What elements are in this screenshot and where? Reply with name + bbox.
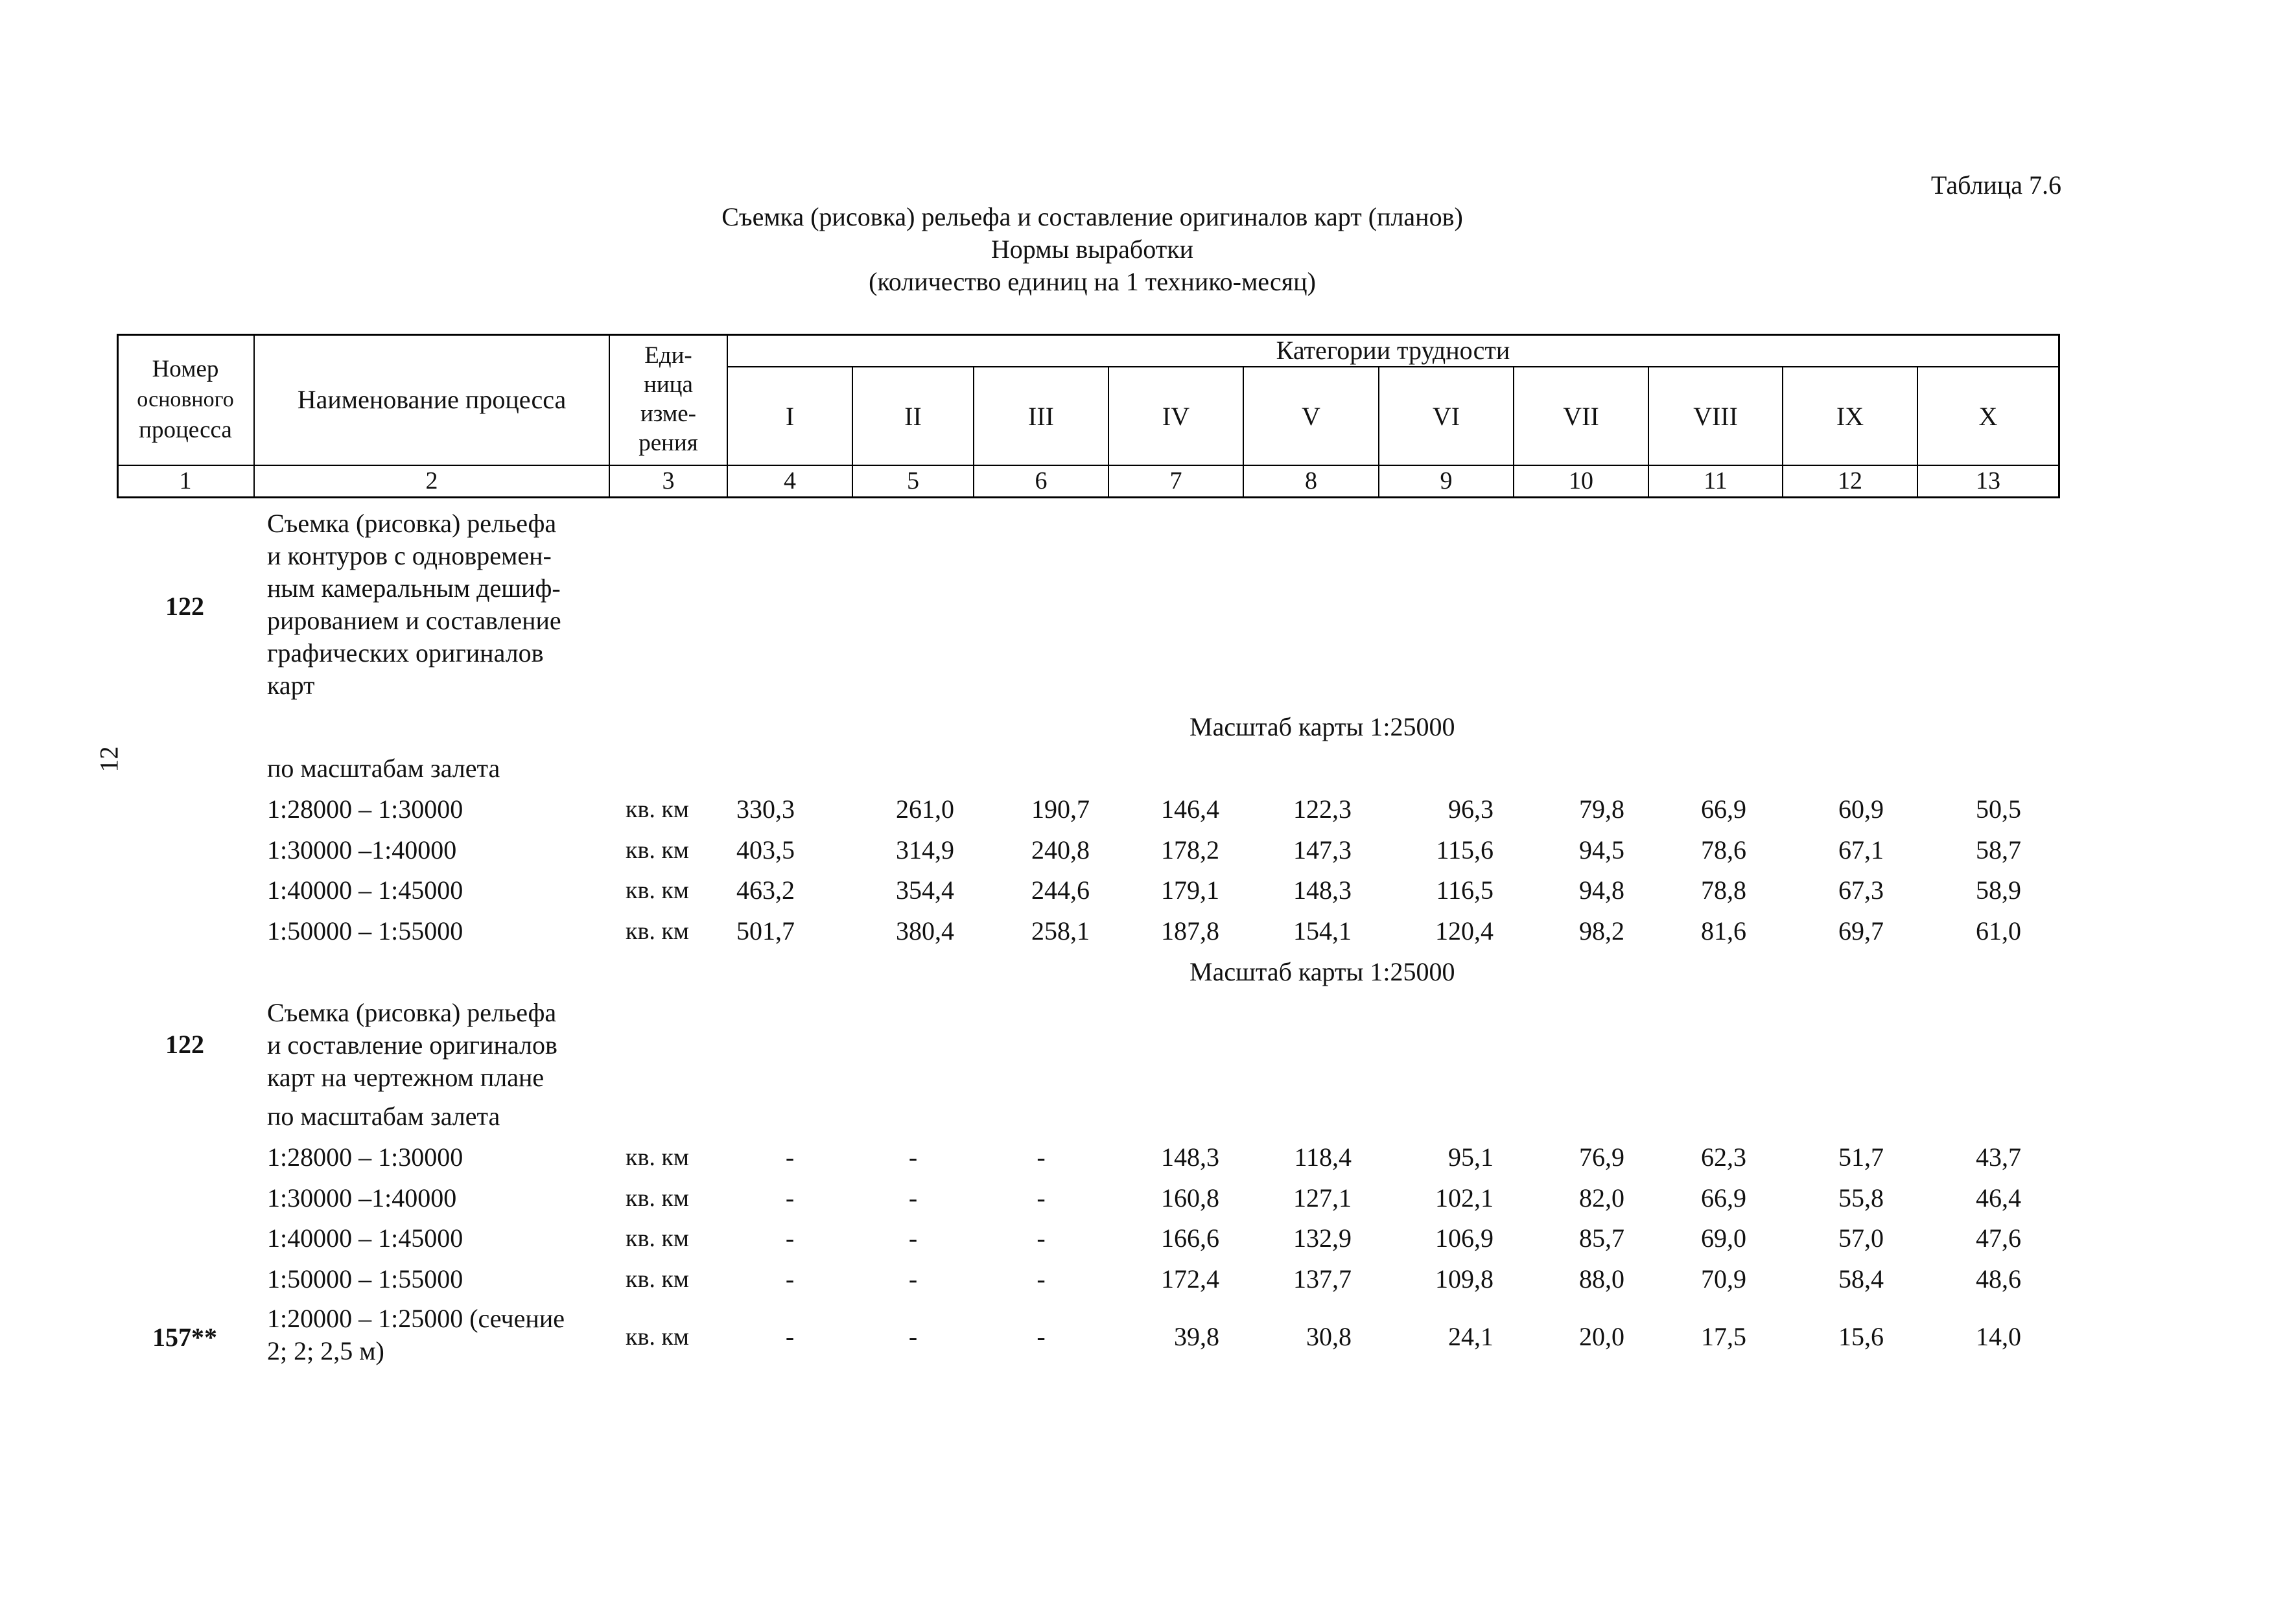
section1-name-line: и контуров с одновремен- (267, 541, 552, 570)
section3-value-cat-5: 30,8 (1306, 1322, 1352, 1351)
section2-value-cat-1: - (785, 1143, 795, 1172)
section1-value-cat-3: 240,8 (1031, 835, 1090, 864)
section2-value-cat-7: 76,9 (1579, 1143, 1624, 1172)
table-label: Таблица 7.6 (1930, 170, 2061, 200)
section2-scale-heading: Масштаб карты 1:25000 (1189, 957, 1455, 986)
section2-value-cat-4: 148,3 (1161, 1143, 1219, 1172)
header-process-number (117, 334, 254, 465)
table-header (117, 334, 2060, 498)
section1-value-cat-10: 58,7 (1976, 835, 2021, 864)
section1-value-cat-3: 190,7 (1031, 795, 1090, 824)
table-row (0, 789, 2285, 829)
section1-unit: кв. км (626, 877, 689, 904)
section1-value-cat-2: 314,9 (896, 835, 954, 864)
header-col-number-3: 3 (662, 467, 675, 494)
section3-unit: кв. км (626, 1323, 689, 1351)
section1-name-line: ным камеральным дешиф- (267, 574, 561, 603)
section1-value-cat-1: 463,2 (736, 876, 795, 905)
section1-value-cat-6: 120,4 (1435, 916, 1494, 945)
section1-value-cat-1: 403,5 (736, 835, 795, 864)
header-col-number-4: 4 (784, 467, 796, 494)
section1-value-cat-6: 115,6 (1436, 835, 1494, 864)
section2-value-cat-3: - (1037, 1264, 1046, 1293)
table-row (0, 1218, 2285, 1259)
section1-value-cat-8: 78,8 (1701, 876, 1746, 905)
header-col-number-13: 13 (1976, 467, 2000, 494)
section2-subheading: по масштабам залета (267, 1102, 500, 1131)
section1-value-cat-8: 66,9 (1701, 795, 1746, 824)
section1-process-number: 122 (165, 592, 204, 621)
section2-value-cat-7: 82,0 (1579, 1183, 1624, 1212)
section1-value-cat-5: 147,3 (1293, 835, 1352, 864)
header-col1-line3: процесса (139, 416, 232, 443)
section2-unit: кв. км (626, 1184, 689, 1212)
section2-value-cat-2: - (908, 1183, 918, 1212)
section1-value-cat-8: 81,6 (1701, 916, 1746, 945)
section2-value-cat-8: 69,0 (1701, 1224, 1746, 1253)
section1-value-cat-7: 94,5 (1579, 835, 1624, 864)
header-category-6: VI (1432, 401, 1460, 431)
title-line-1: Съемка (рисовка) рельефа и составление оригиналов карт (планов) (721, 202, 1463, 231)
header-col1-line1: Номер (152, 355, 219, 382)
table-row (0, 1259, 2285, 1299)
section2-value-cat-10: 47,6 (1976, 1224, 2021, 1253)
table-row (0, 1178, 2285, 1218)
section3-value-cat-9: 15,6 (1838, 1322, 1884, 1351)
header-category-3: III (1028, 401, 1054, 431)
section2-value-cat-10: 46,4 (1976, 1183, 2021, 1212)
section2-value-cat-5: 137,7 (1293, 1264, 1352, 1293)
section1-value-cat-7: 79,8 (1579, 795, 1624, 824)
section2-scale-range: 1:30000 –1:40000 (267, 1183, 457, 1212)
section2-value-cat-6: 95,1 (1448, 1143, 1494, 1172)
section2-value-cat-2: - (908, 1264, 918, 1293)
section2-value-cat-5: 127,1 (1293, 1183, 1352, 1212)
section2-value-cat-2: - (908, 1143, 918, 1172)
section2-scale-range: 1:40000 – 1:45000 (267, 1224, 463, 1253)
section1-value-cat-2: 261,0 (896, 795, 954, 824)
section2-value-cat-1: - (785, 1224, 795, 1253)
header-process-name: Наименование процесса (297, 384, 567, 414)
header-col3-line2: ница (644, 371, 693, 398)
section3-value-cat-3: - (1037, 1322, 1046, 1351)
section1-scale-range: 1:40000 – 1:45000 (267, 876, 463, 905)
section1-value-cat-8: 78,6 (1701, 835, 1746, 864)
header-col-number-11: 11 (1704, 467, 1728, 494)
header-col-number-7: 7 (1169, 467, 1182, 494)
section2-process-number: 122 (165, 1030, 204, 1059)
section1-unit: кв. км (626, 796, 689, 823)
section2-value-cat-6: 106,9 (1435, 1224, 1494, 1253)
header-category-5: V (1302, 401, 1320, 431)
section1-value-cat-5: 154,1 (1293, 916, 1352, 945)
section3-value-cat-6: 24,1 (1448, 1322, 1494, 1351)
section3-process-number: 157** (152, 1323, 217, 1352)
section2-value-cat-9: 57,0 (1838, 1224, 1884, 1253)
section3-name-line: 2; 2; 2,5 м) (267, 1336, 384, 1365)
header-col-number-2: 2 (425, 467, 438, 494)
section2-value-cat-5: 132,9 (1293, 1224, 1352, 1253)
table-row (0, 1317, 2285, 1357)
section2-value-cat-9: 51,7 (1838, 1143, 1884, 1172)
section1-scale-heading: Масштаб карты 1:25000 (1189, 712, 1455, 741)
section2-name-line: Съемка (рисовка) рельефа (267, 998, 557, 1027)
header-category-1: I (785, 401, 795, 431)
section2-value-cat-2: - (908, 1224, 918, 1253)
section1-value-cat-9: 60,9 (1838, 795, 1884, 824)
section2-value-cat-4: 166,6 (1161, 1224, 1219, 1253)
section1-value-cat-5: 122,3 (1293, 795, 1352, 824)
header-category-4: IV (1162, 401, 1190, 431)
section2-value-cat-10: 48,6 (1976, 1264, 2021, 1293)
section2-value-cat-7: 85,7 (1579, 1224, 1624, 1253)
header-col-number-6: 6 (1035, 467, 1048, 494)
header-col-number-8: 8 (1305, 467, 1317, 494)
section1-unit: кв. км (626, 836, 689, 864)
section2-unit: кв. км (626, 1144, 689, 1171)
section1-value-cat-3: 244,6 (1031, 876, 1090, 905)
section3-value-cat-2: - (908, 1322, 918, 1351)
title-line-3: (количество единиц на 1 технико-месяц) (869, 267, 1316, 296)
table-row (0, 1137, 2285, 1177)
table-title (0, 201, 2185, 298)
header-col3-line1: Еди- (644, 342, 692, 369)
header-category-9: IX (1836, 401, 1864, 431)
section2-value-cat-4: 172,4 (1161, 1264, 1219, 1293)
section2-unit: кв. км (626, 1225, 689, 1252)
section1-value-cat-1: 501,7 (736, 916, 795, 945)
section1-subheading: по масштабам залета (267, 754, 500, 783)
section1-value-cat-4: 179,1 (1161, 876, 1219, 905)
header-unit (609, 334, 727, 465)
section1-value-cat-10: 58,9 (1976, 876, 2021, 905)
section1-name-line: Съемка (рисовка) рельефа (267, 509, 557, 538)
section3-value-cat-7: 20,0 (1579, 1322, 1624, 1351)
section2-value-cat-6: 102,1 (1435, 1183, 1494, 1212)
section2-scale-range: 1:28000 – 1:30000 (267, 1143, 463, 1172)
section1-value-cat-2: 354,4 (896, 876, 954, 905)
header-category-10: X (1978, 401, 1998, 431)
section3-value-cat-4: 39,8 (1174, 1322, 1219, 1351)
header-col1-line2: основного (137, 387, 234, 412)
section1-value-cat-10: 61,0 (1976, 916, 2021, 945)
section1-value-cat-9: 69,7 (1838, 916, 1884, 945)
section2-value-cat-1: - (785, 1264, 795, 1293)
header-categories-title: Категории трудности (1276, 335, 1510, 365)
section3-value-cat-8: 17,5 (1701, 1322, 1746, 1351)
section1-scale-range: 1:50000 – 1:55000 (267, 916, 463, 945)
header-col-number-1: 1 (179, 467, 192, 494)
section3-value-cat-10: 14,0 (1976, 1322, 2021, 1351)
section1-value-cat-4: 146,4 (1161, 795, 1219, 824)
section1-value-cat-2: 380,4 (896, 916, 954, 945)
section2-value-cat-3: - (1037, 1183, 1046, 1212)
table-row (0, 830, 2285, 870)
header-col-number-12: 12 (1838, 467, 1862, 494)
section2-value-cat-8: 62,3 (1701, 1143, 1746, 1172)
section2-value-cat-6: 109,8 (1435, 1264, 1494, 1293)
section3-name-line: 1:20000 – 1:25000 (сечение (267, 1304, 565, 1333)
header-col-number-5: 5 (907, 467, 919, 494)
header-category-2: II (904, 401, 922, 431)
section2-value-cat-5: 118,4 (1294, 1143, 1352, 1172)
header-col-number-10: 10 (1569, 467, 1593, 494)
section2-scale-range: 1:50000 – 1:55000 (267, 1264, 463, 1293)
section3-value-cat-1: - (785, 1322, 795, 1351)
section1-value-cat-7: 94,8 (1579, 876, 1624, 905)
section2-value-cat-3: - (1037, 1143, 1046, 1172)
section1-value-cat-6: 96,3 (1448, 795, 1494, 824)
header-col-number-9: 9 (1440, 467, 1453, 494)
section1-value-cat-5: 148,3 (1293, 876, 1352, 905)
header-category-8: VIII (1693, 401, 1738, 431)
section2-name-line: и составление оригиналов (267, 1030, 557, 1060)
section1-process-name (267, 507, 561, 702)
table-row (0, 870, 2285, 911)
section1-scale-range: 1:30000 –1:40000 (267, 835, 457, 864)
section1-name-line: карт (267, 671, 315, 700)
section2-name-line: карт на чертежном плане (267, 1063, 545, 1092)
section2-value-cat-9: 58,4 (1838, 1264, 1884, 1293)
section1-value-cat-4: 178,2 (1161, 835, 1219, 864)
section1-scale-range: 1:28000 – 1:30000 (267, 795, 463, 824)
section1-value-cat-3: 258,1 (1031, 916, 1090, 945)
section1-name-line: графических оригиналов (267, 638, 544, 667)
section1-unit: кв. км (626, 917, 689, 945)
section1-value-cat-9: 67,3 (1838, 876, 1884, 905)
section1-value-cat-1: 330,3 (736, 795, 795, 824)
section2-value-cat-4: 160,8 (1161, 1183, 1219, 1212)
table-row (0, 911, 2285, 951)
section2-value-cat-8: 70,9 (1701, 1264, 1746, 1293)
section2-value-cat-10: 43,7 (1976, 1143, 2021, 1172)
section1-value-cat-10: 50,5 (1976, 795, 2021, 824)
section1-value-cat-4: 187,8 (1161, 916, 1219, 945)
title-line-2: Нормы выработки (990, 235, 1194, 264)
page-number: 12 (94, 746, 124, 772)
section1-value-cat-6: 116,5 (1436, 876, 1494, 905)
section1-value-cat-7: 98,2 (1579, 916, 1624, 945)
section2-value-cat-3: - (1037, 1224, 1046, 1253)
section2-value-cat-7: 88,0 (1579, 1264, 1624, 1293)
header-col3-line3: изме- (640, 400, 697, 427)
header-col3-line4: рения (639, 430, 698, 456)
section2-process-name (267, 997, 557, 1094)
section1-name-line: рированием и составление (267, 606, 561, 635)
section2-value-cat-8: 66,9 (1701, 1183, 1746, 1212)
section2-unit: кв. км (626, 1265, 689, 1293)
header-category-7: VII (1563, 401, 1599, 431)
section1-value-cat-9: 67,1 (1838, 835, 1884, 864)
section2-value-cat-9: 55,8 (1838, 1183, 1884, 1212)
section2-value-cat-1: - (785, 1183, 795, 1212)
